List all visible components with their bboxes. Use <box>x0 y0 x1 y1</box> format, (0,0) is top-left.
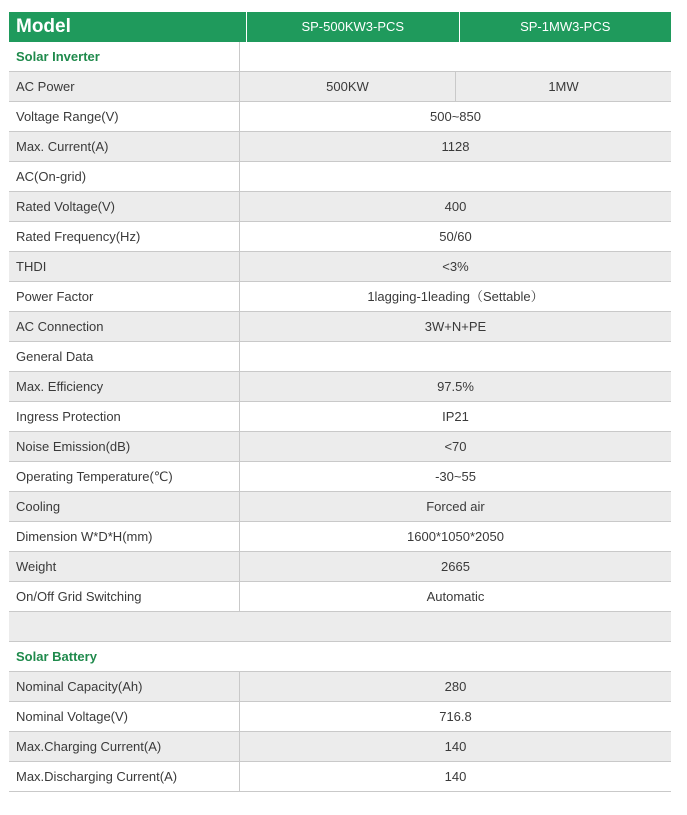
row-label: On/Off Grid Switching <box>9 582 240 611</box>
row-value: <3% <box>442 259 469 274</box>
spec-table <box>9 12 671 792</box>
row-value: 400 <box>444 199 467 214</box>
row-label: Nominal Capacity(Ah) <box>9 672 240 701</box>
table-header <box>9 12 671 42</box>
row-value: -30~55 <box>435 469 476 484</box>
table-row <box>9 432 671 462</box>
table-row <box>9 522 671 552</box>
table-row <box>9 162 671 192</box>
table-row <box>9 252 671 282</box>
row-value: 716.8 <box>439 709 472 724</box>
row-value <box>240 342 671 371</box>
row-label: Cooling <box>9 492 240 521</box>
row-value <box>240 162 671 191</box>
row-value: 50/60 <box>439 229 472 244</box>
table-row <box>9 372 671 402</box>
row-label: Dimension W*D*H(mm) <box>9 522 240 551</box>
row-label: Rated Voltage(V) <box>9 192 240 221</box>
row-label: Noise Emission(dB) <box>9 432 240 461</box>
row-label: Operating Temperature(℃) <box>9 462 240 491</box>
row-label: Ingress Protection <box>9 402 240 431</box>
table-row <box>9 552 671 582</box>
row-label: AC Connection <box>9 312 240 341</box>
row-value: Automatic <box>426 589 485 604</box>
section-solar-battery <box>9 642 671 672</box>
table-row <box>9 462 671 492</box>
row-label: Max.Charging Current(A) <box>9 732 240 761</box>
table-row <box>9 702 671 732</box>
row-value: 140 <box>444 739 467 754</box>
table-row <box>9 132 671 162</box>
table-row <box>9 342 671 372</box>
section-title: Solar Battery <box>16 649 97 664</box>
row-label: AC(On-grid) <box>9 162 240 191</box>
table-row <box>9 72 671 102</box>
table-row <box>9 582 671 612</box>
row-value: IP21 <box>442 409 469 424</box>
row-value: 2665 <box>441 559 470 574</box>
table-row <box>9 222 671 252</box>
row-value: <70 <box>444 439 467 454</box>
spacer-row <box>9 612 671 642</box>
row-value-b: 1MW <box>548 79 579 94</box>
row-label: Max.Discharging Current(A) <box>9 762 240 791</box>
row-value: 1600*1050*2050 <box>407 529 504 544</box>
row-label: Rated Frequency(Hz) <box>9 222 240 251</box>
table-row <box>9 732 671 762</box>
row-label: Power Factor <box>9 282 240 311</box>
row-value: 97.5% <box>437 379 474 394</box>
section-solar-inverter <box>9 42 671 72</box>
row-label: AC Power <box>9 72 240 101</box>
row-value: 140 <box>444 769 467 784</box>
table-row <box>9 672 671 702</box>
model-a-name: SP-500KW3-PCS <box>246 12 459 42</box>
table-row <box>9 312 671 342</box>
row-label: Nominal Voltage(V) <box>9 702 240 731</box>
table-row <box>9 282 671 312</box>
row-value: 3W+N+PE <box>424 319 487 334</box>
row-value: Forced air <box>426 499 485 514</box>
row-value: 1lagging-1leading（Settable） <box>367 289 544 304</box>
section-title: Solar Inverter <box>9 42 240 71</box>
row-label: THDI <box>9 252 240 281</box>
row-value: 1128 <box>441 139 470 154</box>
row-value: 500~850 <box>430 109 481 124</box>
table-row <box>9 402 671 432</box>
model-b-name: SP-1MW3-PCS <box>459 12 672 42</box>
row-label: Max. Current(A) <box>9 132 240 161</box>
row-label: General Data <box>9 342 240 371</box>
table-row <box>9 192 671 222</box>
table-row <box>9 492 671 522</box>
row-value-a: 500KW <box>240 72 456 101</box>
row-label: Max. Efficiency <box>9 372 240 401</box>
row-label: Voltage Range(V) <box>9 102 240 131</box>
row-value: 280 <box>444 679 467 694</box>
model-title: Model <box>16 16 71 37</box>
table-row <box>9 762 671 792</box>
row-label: Weight <box>9 552 240 581</box>
table-row <box>9 102 671 132</box>
